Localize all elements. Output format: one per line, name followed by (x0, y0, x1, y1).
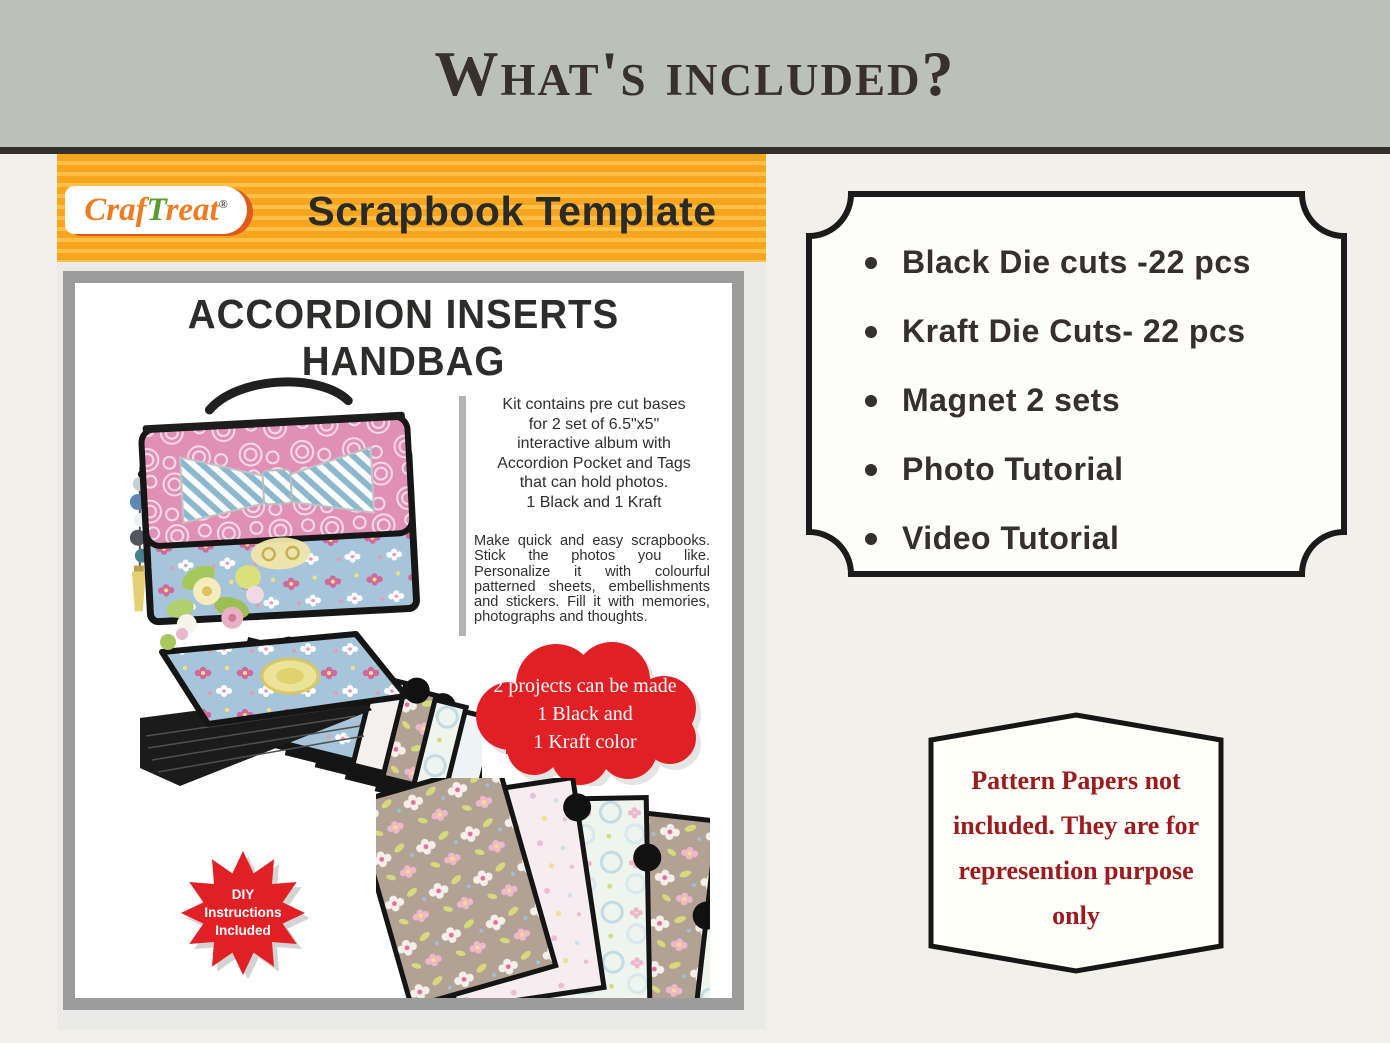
page-header (0, 0, 1390, 147)
logo-part-reat: reat (165, 191, 219, 228)
note-line: only (1052, 901, 1100, 930)
product-package (57, 154, 766, 1030)
handbag-album-photo (112, 362, 442, 634)
projects-cloud-text (465, 672, 705, 756)
craftreat-logo-text (84, 191, 228, 228)
brand-banner (57, 154, 766, 262)
kit-line: interactive album with (517, 435, 671, 452)
product-title: ACCORDION INSERTS HANDBAG (187, 291, 620, 384)
note-line: included. They are for (952, 811, 1200, 840)
list-item (865, 297, 1251, 366)
pattern-papers-note (928, 712, 1224, 974)
kit-line: Kit contains pre cut bases (502, 396, 686, 413)
logo-part-t: T (146, 191, 166, 228)
kit-line: that can hold photos. (519, 474, 669, 491)
included-items-list (865, 228, 1251, 573)
included-items-box (805, 190, 1348, 578)
diy-star-text (178, 886, 308, 940)
list-item-label: Black Die cuts -22 pcs (902, 244, 1251, 280)
text-accent-bar (459, 396, 466, 636)
bullet-icon (865, 464, 877, 476)
handbag-handle (208, 379, 348, 410)
cloud-line: 1 Kraft color (533, 731, 637, 753)
star-line: Instructions (204, 905, 282, 920)
craftreat-logo (65, 186, 247, 234)
note-line: Pattern Papers not (971, 766, 1181, 795)
diy-star-badge (178, 848, 308, 978)
note-text (934, 758, 1218, 938)
bullet-icon (865, 257, 877, 269)
list-item (865, 504, 1251, 573)
star-line: Included (215, 923, 271, 938)
bullet-icon (865, 326, 877, 338)
page-title: What's included? (434, 37, 956, 109)
cloud-line: 1 Black and (537, 703, 633, 725)
usage-description: Make quick and easy scrapbooks. Stick the photos you like. Personalize it with colourful patterned sheets, embellishments and stickers. Fill it with memories, photographs and thoughts. (474, 533, 710, 626)
kit-line: 1 Black and 1 Kraft (526, 493, 662, 511)
header-divider (0, 147, 1390, 154)
list-item-label: Video Tutorial (902, 520, 1120, 556)
list-item (865, 366, 1251, 435)
note-line: represention purpose (958, 856, 1194, 885)
list-item (865, 435, 1251, 504)
cloud-line: 2 projects can be made (493, 675, 677, 697)
banner-title: Scrapbook Template (307, 188, 717, 234)
logo-part-craf: Craf (84, 191, 147, 228)
kit-description (476, 395, 712, 512)
bullet-icon (865, 533, 877, 545)
registered-mark: ® (218, 196, 228, 211)
accordion-album-photo (110, 618, 482, 798)
bullet-icon (865, 395, 877, 407)
list-item-label: Magnet 2 sets (902, 382, 1121, 418)
package-front-panel (63, 271, 744, 1010)
kit-line: Accordion Pocket and Tags (497, 454, 691, 472)
star-line: DIY (231, 887, 255, 902)
kit-line: for 2 set of 6.5"x5" (528, 415, 660, 433)
list-item (865, 228, 1251, 297)
list-item-label: Photo Tutorial (902, 451, 1124, 487)
pattern-papers-photo (376, 778, 710, 1010)
list-item-label: Kraft Die Cuts- 22 pcs (902, 313, 1246, 349)
